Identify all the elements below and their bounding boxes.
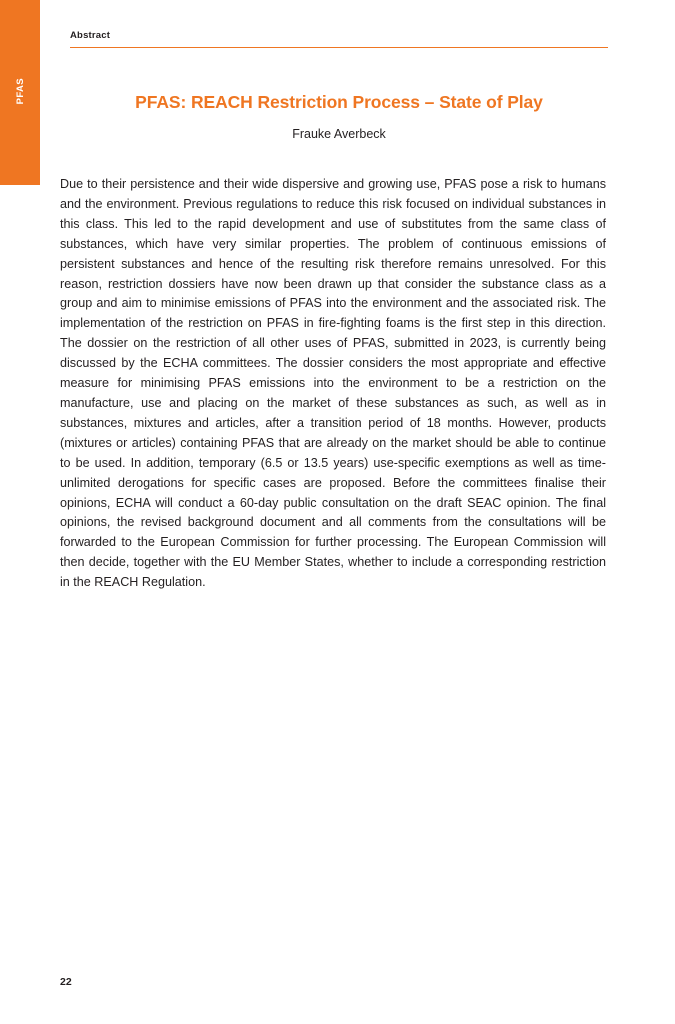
side-tab-label: PFAS xyxy=(14,78,26,105)
page-header xyxy=(70,30,608,48)
author-name: Frauke Averbeck xyxy=(292,127,386,141)
page-title: PFAS: REACH Restriction Process – State of Play xyxy=(135,91,543,112)
section-side-tab xyxy=(0,0,40,185)
header-divider xyxy=(70,47,608,48)
page-number: 22 xyxy=(60,976,72,988)
abstract-body-text: Due to their persistence and their wide dispersive and growing use, PFAS pose a risk to humans and the environment. Previous regulations to reduce this risk focused on individual substances in this class. This led to the rapid development and use of substitutes from the same class of substances, which have very similar properties. The problem of continuous emissions of persistent substances and hence of the resulting risk therefore remains unresolved. For this reason, restriction dossiers have now been drawn up that consider the substance class as a group and aim to minimise emissions of PFAS into the environment and the associated risk. The implementation of the restriction on PFAS in fire-fighting foams is the first step in this direction. The dossier on the restriction of all other uses of PFAS, submitted in 2023, is currently being discussed by the ECHA committees. The dossier considers the most appropriate and effective measure for minimising PFAS emissions into the environment to be a restriction on the manufacture, use and placing on the market of these substances as such, as well as in substances, mixtures and articles, after a transition period of 18 months. However, products (mixtures or articles) containing PFAS that are already on the market should be able to continue to be used. In addition, temporary (6.5 or 13.5 years) use-specific exemptions as well as time-unlimited derogations for specific cases are proposed. Before the committees finalise their opinions, ECHA will conduct a 60-day public consultation on the draft SEAC opinion. The final opinions, the revised background document and all comments from the consultations will be forwarded to the European Commission for further processing. The European Commission will then decide, together with the EU Member States, whether to include a corresponding restriction in the REACH Regulation. xyxy=(60,177,606,590)
side-tab-label-wrapper xyxy=(0,0,40,185)
section-label: Abstract xyxy=(70,30,111,41)
